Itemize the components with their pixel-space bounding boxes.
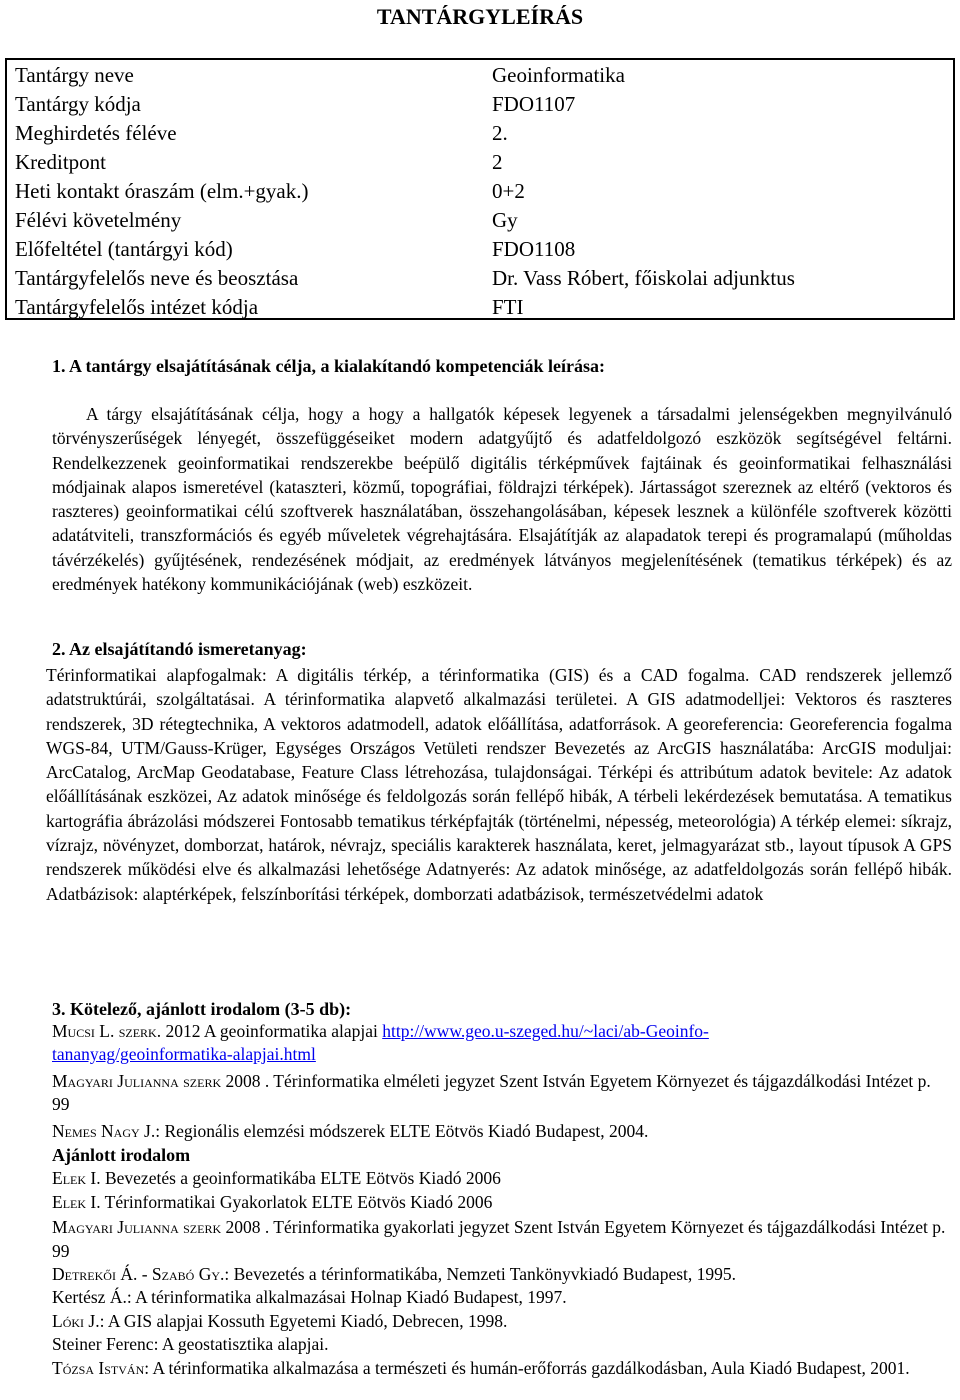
- bib-text: 2008 . Térinformatika elméleti jegyzet Szent István Egyetem Környezet és tájgazdálkodási Intézet p. 99: [52, 1070, 931, 1115]
- bib-entry: [52, 1357, 952, 1380]
- course-info-table: [5, 58, 955, 320]
- section-title: Kötelező, ajánlott irodalom (3-5 db):: [70, 999, 352, 1019]
- bib-entry: [52, 1286, 952, 1309]
- bib-text: : A térinformatika alkalmazásai Holnap Kiadó Budapest, 1997.: [126, 1287, 567, 1308]
- info-row-requirement: [7, 206, 953, 235]
- section-number: 2.: [52, 639, 66, 659]
- bib-author: Elek I.: [52, 1191, 101, 1212]
- section-2-body: [46, 663, 952, 906]
- bib-author: Detrekői Á. - Szabó Gy.: [52, 1264, 225, 1285]
- info-row-credits: [7, 148, 953, 177]
- bib-entry: [52, 1120, 952, 1143]
- bib-text: : A térinformatika alkalmazása a természeti és humán-erőforrás gazdálkodásban, Aula Kiadó Budapest, 2001.: [144, 1357, 910, 1378]
- info-label: Félévi követelmény: [15, 208, 182, 232]
- bib-author: Magyari Julianna szerk: [52, 1217, 222, 1238]
- info-value: 2.: [492, 121, 508, 145]
- bib-text: : A GIS alapjai Kossuth Egyetemi Kiadó, Debrecen, 1998.: [99, 1310, 508, 1331]
- section-number: 3.: [52, 999, 66, 1019]
- bib-entry: [52, 1191, 952, 1214]
- section-1-body: [52, 402, 952, 596]
- bib-author: Steiner Ferenc: [52, 1334, 154, 1355]
- section-1-heading: [52, 355, 605, 377]
- bib-link[interactable]: http://www.geo.u-szeged.hu/~laci/ab-Geoinfo-: [382, 1021, 709, 1041]
- bib-text: : Bevezetés a térinformatikába, Nemzeti Tankönyvkiadó Budapest, 1995.: [224, 1264, 737, 1285]
- info-row-institute-code: [7, 293, 953, 322]
- info-row-course-code: [7, 90, 953, 119]
- section-number: 1.: [52, 356, 66, 376]
- bib-text: Térinformatikai Gyakorlatok ELTE Eötvös Kiadó 2006: [100, 1191, 493, 1212]
- info-value: FDO1108: [492, 237, 576, 261]
- info-label: Tantárgyfelelős neve és beosztása: [15, 266, 299, 290]
- bib-text: 2008 . Térinformatika gyakorlati jegyzet Szent István Egyetem Környezet és tájgazdálkodási Intézet p. 99: [52, 1217, 946, 1261]
- bib-author: Mucsi L. szerk.: [52, 1021, 162, 1041]
- section-3-heading: [52, 998, 351, 1020]
- bib-entry: [52, 1263, 952, 1286]
- info-label: Tantárgyfelelős intézet kódja: [15, 295, 259, 319]
- bib-author: Kertész Á.: [52, 1287, 127, 1308]
- info-label: Meghirdetés féléve: [15, 121, 177, 145]
- info-label: Előfeltétel (tantárgyi kód): [15, 237, 233, 261]
- section-2-text: Térinformatikai alapfogalmak: A digitális térkép, a térinformatika (GIS) és a CAD fogalma. CAD rendszerek jellemző adatstruktúrái, szolgáltatásai. A térinformatika alapvető alkalmazási területei. A GIS adatmodelljei: Vektoros és raszteres rendszerek, 3D rétegtechnika, A vektoros adatmodell, adatok előállítása, adatforrások. A georeferencia: Georeferencia fogalma WGS-84, UTM/Gauss-Krüger, Egységes Országos Vetületi rendszer Bevezetés az ArcGIS használatába: ArcGIS moduljai: ArcCatalog, ArcMap Geodatabase, Feature Class létrehozása, tulajdonságai. Térképi és attribútum adatok bevitele: Az adatok előállításának eszközei, Az adatok minősége és feldolgozás során fellépő hibák, A térbeli lekérdezések bemutatása. A tematikus kartográfia ábrázolási módszerei Fontosabb tematikus térképfajták (történelmi, népesség, meteorológia) A térkép elemei: síkrajz, vízrajz, növényzet, domborzat, határok, névrajz, speciális karakterek használata, keret, jelmagyarázat stb., layout típusok A GPS rendszerek működési elve és alkalmazási lehetősége Adatnyerés: Az adatok minősége, az adatfeldolgozás során fellépő hibák. Adatbázisok: alaptérképek, felszínborítási térképek, domborzati adatbázisok, természetvédelmi adatok: [46, 665, 952, 904]
- bib-entry: [52, 1216, 952, 1263]
- bib-author: Nemes Nagy J.: [52, 1120, 156, 1141]
- section-title: Az elsajátítandó ismeretanyag:: [69, 639, 307, 659]
- bib-entry: [52, 1070, 952, 1117]
- bib-author: Lóki J.: [52, 1310, 100, 1331]
- bib-entry: [52, 1333, 952, 1356]
- info-label: Kreditpont: [15, 150, 106, 174]
- mandatory-bibliography: [52, 1020, 952, 1380]
- bib-text: 2012 A geoinformatika alapjai: [165, 1021, 383, 1041]
- info-row-course-name: [7, 61, 953, 90]
- info-value: 2: [492, 150, 503, 174]
- info-row-semester: [7, 119, 953, 148]
- info-value: 0+2: [492, 179, 525, 203]
- info-label: Tantárgy neve: [15, 63, 134, 87]
- bib-text: : Regionális elemzési módszerek ELTE Eötvös Kiadó Budapest, 2004.: [155, 1120, 649, 1141]
- bib-text: : A geostatisztika alapjai.: [153, 1334, 329, 1355]
- bib-author: Elek I.: [52, 1168, 101, 1189]
- info-row-responsible: [7, 264, 953, 293]
- section-1-text: A tárgy elsajátításának célja, hogy a hogy a hallgatók képesek legyenek a társadalmi jelenségekben megnyilvánuló törvényszerűségek lényegét, összefüggéseiket modern adatgyűjtő és adatfeldolgozó eszközök segítségével feltárni. Rendelkezzenek geoinformatikai rendszerekbe beépülő digitális térképművek fajtáinak és geoinformatikai felhasználási módjainak alapos ismeretével (kataszteri, közmű, topográfiai, földrajzi térképek). Jártasságot szereznek az eltérő (vektoros és raszteres) geoinformatikai célú szoftverek használatában, összehangolásában, képesek lesznek a különféle szoftverek közötti adatátviteli, transzformációs és egyéb műveletek végrehajtására. Elsajátítják az alapadatok terepi és programalapú (műholdas távérzékelés) gyűjtésének, rendezésének módjait, az eredmények látványos megjelenítésének (tematikus térképek) és az eredmények hatékony kommunikációjának (web) eszközeit.: [52, 404, 952, 595]
- info-value: FDO1107: [492, 92, 576, 116]
- bib-author: Magyari Julianna szerk: [52, 1070, 222, 1091]
- info-value: FTI: [492, 295, 524, 319]
- info-label: Heti kontakt óraszám (elm.+gyak.): [15, 179, 309, 203]
- info-row-prerequisite: [7, 235, 953, 264]
- info-value: Geoinformatika: [492, 63, 625, 87]
- bib-link[interactable]: tananyag/geoinformatika-alapjai.html: [52, 1044, 316, 1065]
- bib-author: Tózsa István: [52, 1357, 145, 1378]
- section-title: A tantárgy elsajátításának célja, a kialakítandó kompetenciák leírása:: [69, 356, 606, 376]
- section-2-heading: [52, 638, 307, 660]
- page-title: TANTÁRGYLEÍRÁS: [376, 4, 584, 29]
- bib-entry: [52, 1020, 952, 1067]
- info-value: Dr. Vass Róbert, főiskolai adjunktus: [492, 266, 795, 290]
- info-label: Tantárgy kódja: [15, 92, 141, 116]
- bib-entry: [52, 1167, 952, 1190]
- info-row-contact-hours: [7, 177, 953, 206]
- recommended-heading: Ajánlott irodalom: [52, 1145, 191, 1166]
- bib-text: Bevezetés a geoinformatikába ELTE Eötvös Kiadó 2006: [100, 1168, 501, 1189]
- bib-entry: [52, 1310, 952, 1333]
- info-value: Gy: [492, 208, 518, 232]
